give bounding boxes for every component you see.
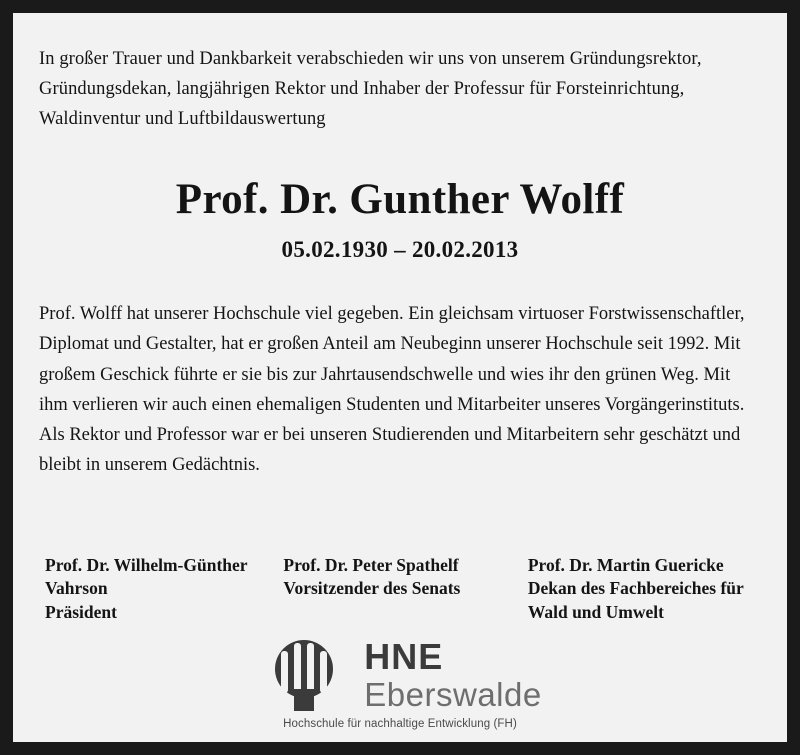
logo-line-1: HNE [364, 636, 444, 677]
deceased-name: Prof. Dr. Gunther Wolff [175, 175, 625, 223]
signatory-1-name: Prof. Dr. Wilhelm-Günther Vahrson [45, 555, 248, 599]
tribute-paragraph [39, 299, 761, 480]
signatory-2 [277, 554, 510, 624]
institution-logo [13, 636, 787, 730]
logo-row [258, 636, 542, 713]
signatory-1 [45, 554, 272, 624]
signatory-3-name: Prof. Dr. Martin Guericke [527, 555, 724, 576]
deceased-block [39, 177, 761, 263]
logo-line-2: Eberswalde [364, 676, 542, 713]
signatory-3 [516, 554, 755, 624]
logo-tagline: Hochschule für nachhaltige Entwicklung (FH) [283, 718, 517, 730]
tribute-text: Prof. Wolff hat unserer Hochschule viel gegeben. Ein gleichsam virtuoser Forstwissenschaftler, Diplomat und Gestalter, hat er großen Anteil am Neubeginn unserer Hochschule seit 1992. Mit großem Geschick führte er sie bis zur Jahrtausendschwelle und wies ihr den grünen Weg. Mit ihm verlieren wir auch einen ehemaligen Studenten und Mitarbeiter unseres Vorgängerinstituts. Als Rektor und Professor war er bei unseren Studierenden und Mitarbeitern sehr geschätzt und bleibt in unserem Gedächtnis. [39, 304, 745, 476]
intro-paragraph [39, 45, 761, 135]
signatories-row [39, 554, 761, 624]
signatory-2-role: Vorsitzender des Senats [283, 578, 461, 599]
logo-wordmark [364, 636, 542, 713]
signatory-1-role: Präsident [45, 601, 117, 622]
intro-text: In großer Trauer und Dankbarkeit verabschieden wir uns von unserem Gründungsrektor, Gründungsdekan, langjährigen Rektor und Inhaber der Professur für Forsteinrichtung, Waldinventur und Luftbildauswertung [39, 49, 702, 129]
life-dates: 05.02.1930 – 20.02.2013 [281, 237, 519, 263]
signatory-3-role: Dekan des Fachbereiches für Wald und Umwelt [527, 578, 744, 622]
tree-logo-icon [258, 639, 350, 711]
signatory-2-name: Prof. Dr. Peter Spathelf [283, 555, 459, 576]
